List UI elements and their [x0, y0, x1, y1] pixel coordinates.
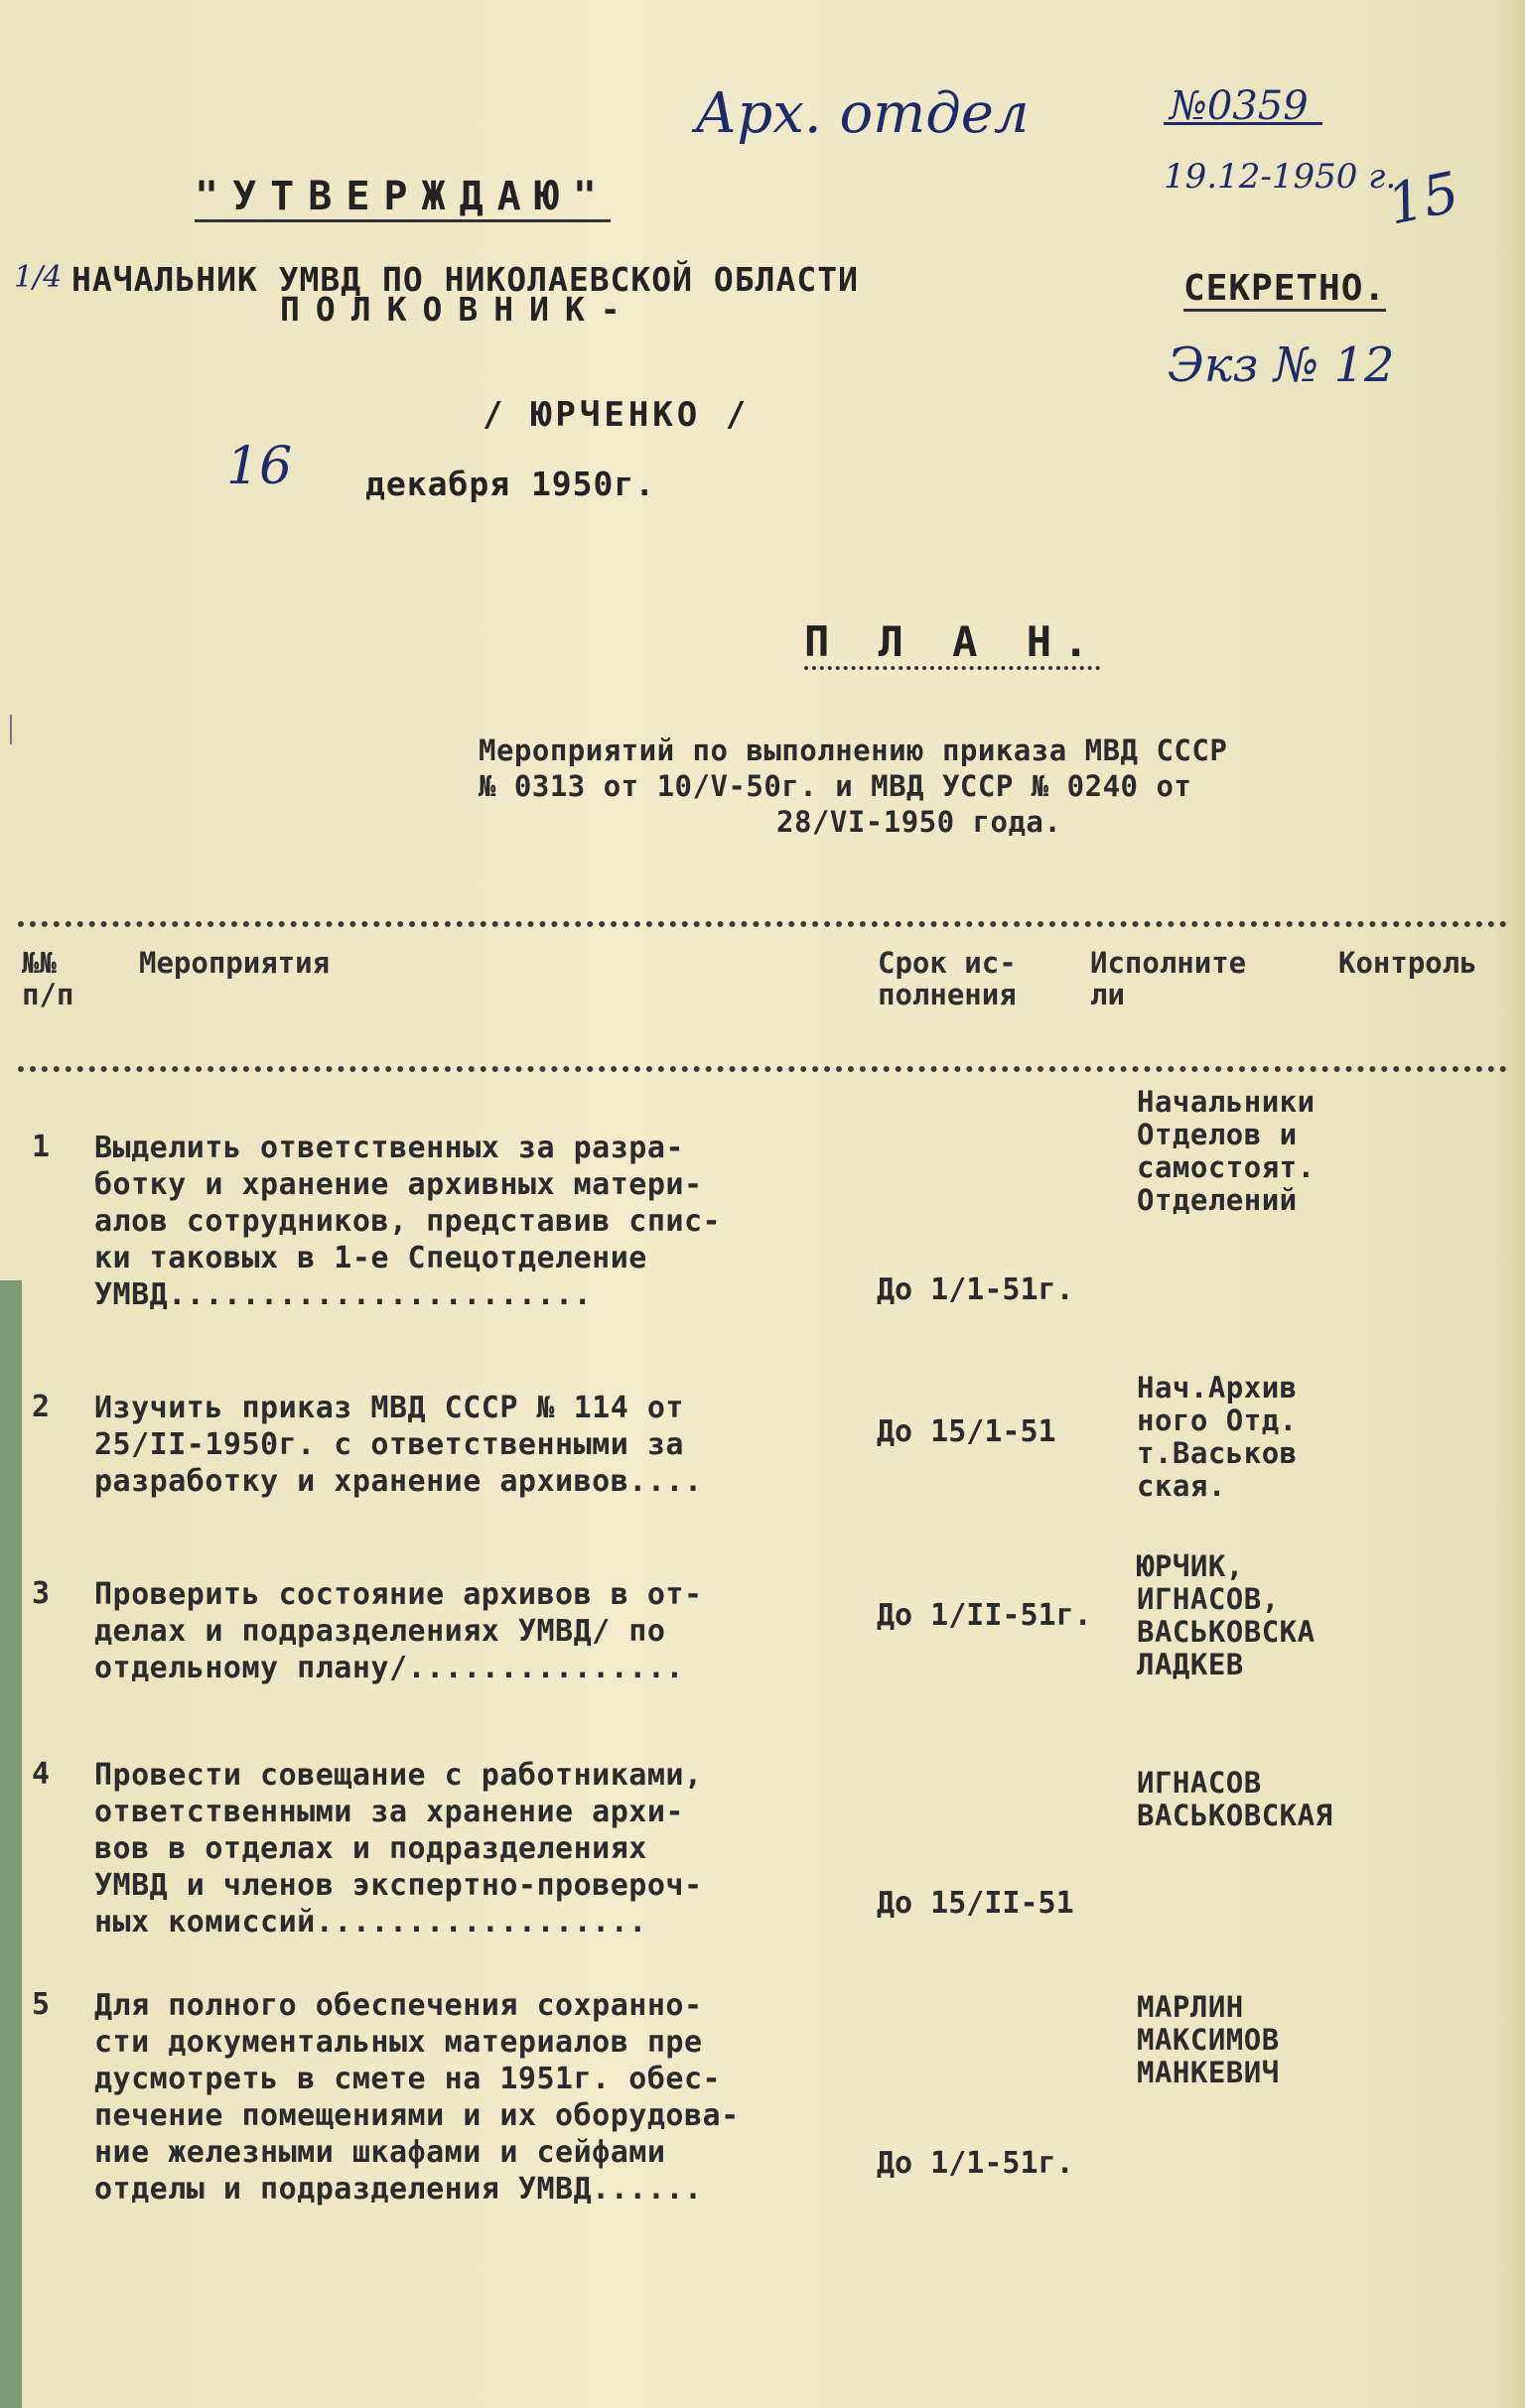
background-edge	[0, 1280, 22, 2408]
archive-note-underline	[1164, 122, 1322, 125]
archive-note-number: №0359	[1170, 83, 1309, 129]
sheet-number: 15	[1382, 160, 1465, 238]
row-1-num: 1	[32, 1130, 51, 1164]
subtitle-line-2: № 0313 от 10/V-50г. и МВД УССР № 0240 от	[479, 769, 1192, 803]
row-4-executors: ИГНАСОВ ВАСЬКОВСКАЯ	[1137, 1766, 1333, 1832]
row-4-num: 4	[32, 1757, 51, 1792]
subtitle-line-1: Мероприятий по выполнению приказа МВД СССР	[479, 734, 1228, 767]
row-5-text: Для полного обеспечения сохранно- сти документальных материалов пре дусмотреть в смете на 1951г. обес- печение помещениями и их оборудова- ние железными шкафами и сейфами отделы и подразделения УМВД......	[94, 1988, 740, 2207]
row-3-text: Проверить состояние архивов в от- делах и подразделениях УМВД/ по отдельному плану/...............	[94, 1577, 703, 1685]
classification-label: СЕКРЕТНО.	[1183, 268, 1386, 312]
subtitle-line-3: 28/VI-1950 года.	[776, 805, 1062, 839]
approval-date-rest: декабря 1950г.	[365, 465, 656, 503]
row-5-num: 5	[32, 1987, 51, 2022]
approval-rank: ПОЛКОВНИК-	[280, 290, 636, 329]
approval-date-day: 16	[226, 437, 293, 496]
approval-position: НАЧАЛЬНИК УМВД ПО НИКОЛАЕВСКОЙ ОБЛАСТИ	[71, 260, 859, 299]
header-num: №№ п/п	[22, 946, 74, 1011]
row-2-num: 2	[32, 1390, 51, 1424]
row-4-term: До 15/II-51	[877, 1886, 1074, 1921]
table-header-rule	[18, 1066, 1507, 1072]
header-measures: Мероприятия	[139, 946, 331, 980]
row-1-term: До 1/1-51г.	[877, 1272, 1074, 1307]
row-1-text: Выделить ответственных за разра- ботку и хранение архивных матери- алов сотрудников, представив спис- ки таковых в 1-е Спецотделение УМВД.......................	[94, 1131, 722, 1312]
header-control: Контроль	[1338, 946, 1477, 980]
copy-number: Экз № 12	[1168, 337, 1395, 393]
header-term: Срок ис- полнения	[878, 946, 1017, 1011]
row-3-executors: ЮРЧИК, ИГНАСОВ, ВАСЬКОВСКА ЛАДКЕВ	[1137, 1549, 1316, 1681]
row-5-executors: МАРЛИН МАКСИМОВ МАНКЕВИЧ	[1137, 1990, 1280, 2089]
document-title: П Л А Н.	[804, 617, 1100, 670]
approval-name: / ЮРЧЕНКО /	[483, 395, 751, 435]
row-4-text: Провести совещание с работниками, ответственными за хранение архи- вов в отделах и подразделениях УМВД и членов экспертно-провероч- ных комиссий..................	[94, 1758, 703, 1940]
approval-stamp: "УТВЕРЖДАЮ"	[195, 174, 611, 222]
archive-note-text: Арх. отдел	[695, 81, 1030, 146]
row-3-num: 3	[32, 1576, 51, 1611]
row-2-term: До 15/1-51	[877, 1414, 1056, 1449]
paper-edge	[1497, 0, 1525, 2408]
margin-mark-text: 1/4	[14, 260, 63, 295]
row-1-executors: Начальники Отделов и самостоят. Отделений	[1137, 1085, 1316, 1217]
row-2-executors: Нач.Архив ного Отд. т.Васьков ская.	[1137, 1371, 1298, 1503]
archive-note-date: 19.12-1950 г.	[1164, 157, 1397, 197]
table-top-rule	[18, 921, 1507, 927]
row-5-term: До 1/1-51г.	[877, 2146, 1074, 2181]
header-executors: Исполните ли	[1090, 946, 1247, 1011]
row-2-text: Изучить приказ МВД СССР № 114 от 25/II-1950г. с ответственными за разработку и хранение архивов....	[94, 1391, 703, 1499]
margin-mark	[10, 715, 12, 744]
row-3-term: До 1/II-51г.	[877, 1598, 1092, 1633]
